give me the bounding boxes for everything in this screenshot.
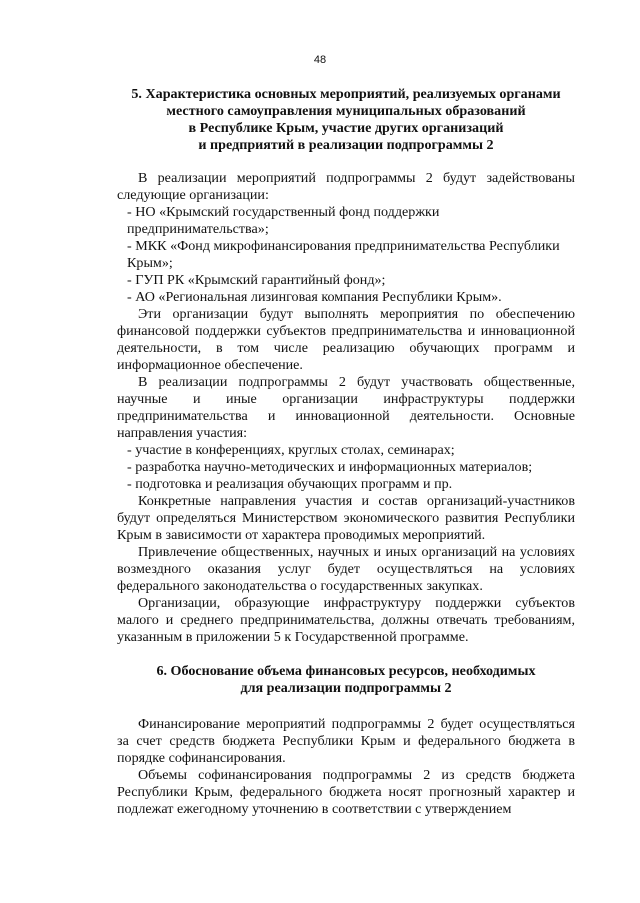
organization-item: - МКК «Фонд микрофинансирования предпринимательства Республики Крым»; [127, 238, 560, 271]
page-number: 48 [313, 54, 327, 66]
paragraph-participation: В реализации подпрограммы 2 будут участвовать общественные, научные и иные организации инфраструктуры поддержки предпринимательства и инновационной деятельности. Основные направления участия: [117, 374, 575, 441]
section-5-title-line: в Республике Крым, участие других организаций [188, 120, 504, 136]
paragraph-volumes: Объемы софинансирования подпрограммы 2 из средств бюджета Республики Крым, федерального бюджета носят прогнозный характер и подлежат ежегодному уточнению в соответствии с утверждением [117, 767, 575, 817]
direction-item: - подготовка и реализация обучающих программ и пр. [127, 476, 453, 492]
section-6-body [117, 716, 575, 818]
paragraph-financing: Финансирование мероприятий подпрограммы 2 будет осуществляться за счет средств бюджета Республики Крым и федерального бюджета в порядке софинансирования. [117, 716, 575, 766]
paragraph-requirements: Организации, образующие инфраструктуру поддержки субъектов малого и среднего предпринимательства, должны отвечать требованиям, указанным в приложении 5 к Государственной программе. [117, 595, 575, 645]
section-5-title [117, 86, 575, 154]
direction-item: - разработка научно-методических и информационных материалов; [127, 459, 533, 475]
paragraph-procurement: Привлечение общественных, научных и иных организаций на условиях возмездного оказания услуг будет осуществляться на условиях федерального законодательства о государственных закупках. [117, 544, 575, 594]
paragraph-ministry: Конкретные направления участия и состав организаций-участников будут определяться Министерством экономического развития Республики Крым в зависимости от характера проводимых мероприятий. [117, 493, 575, 543]
organization-item: - НО «Крымский государственный фонд поддержки предпринимательства»; [127, 204, 440, 237]
organization-item: - ГУП РК «Крымский гарантийный фонд»; [127, 272, 386, 288]
section-6-title-line: для реализации подпрограммы 2 [240, 680, 452, 696]
paragraph-orgs-role: Эти организации будут выполнять мероприятия по обеспечению финансовой поддержки субъектов предпринимательства и инновационной деятельности, в том числе реализацию обучающих программ и информационное обеспечение. [117, 306, 575, 373]
section-5-title-line: местного самоуправления муниципальных образований [166, 103, 526, 119]
organization-item: - АО «Региональная лизинговая компания Республики Крым». [127, 289, 502, 305]
section-6-title-line: 6. Обоснование объема финансовых ресурсов, необходимых [156, 663, 536, 679]
section-5-body [117, 170, 575, 646]
section-6-title [117, 663, 575, 697]
section-5-title-line: 5. Характеристика основных мероприятий, реализуемых органами [131, 86, 561, 102]
direction-item: - участие в конференциях, круглых столах, семинарах; [127, 442, 455, 458]
section-5-title-line: и предприятий в реализации подпрограммы 2 [198, 137, 494, 153]
paragraph-intro: В реализации мероприятий подпрограммы 2 будут задействованы следующие организации: [117, 170, 575, 203]
